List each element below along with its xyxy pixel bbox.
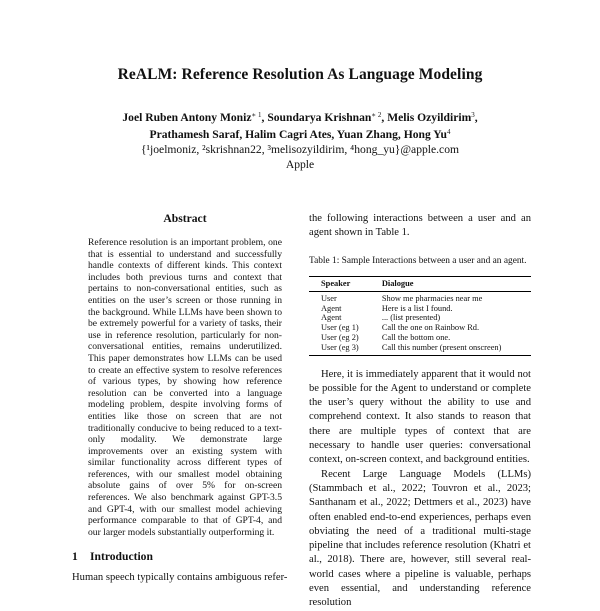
author-name: Soundarya Krishnan xyxy=(267,111,372,124)
author-name: Melis Ozyildirim xyxy=(387,111,472,124)
author-name: Yuan Zhang xyxy=(336,128,398,141)
author-line-1: Joel Ruben Antony Moniz$^{∗ 1}$, Soundarya Krishnan$^{∗ 2}$, Melis Ozyildirim$^3$, xyxy=(122,111,478,124)
table-cell-speaker: Agent xyxy=(321,303,342,313)
table-cell-speaker: Agent xyxy=(321,313,342,323)
author-name: Halim Cagri Ates xyxy=(245,128,332,141)
intro-paragraph: Human speech typically contains ambiguous refer- xyxy=(72,572,288,584)
table-cell-speaker: User xyxy=(321,293,337,303)
author-affiliation: Apple xyxy=(285,158,315,171)
table-cell-speaker: User (eg 1) xyxy=(321,323,359,333)
table-caption: Table 1: Sample Interactions between a user and an agent. xyxy=(309,255,527,266)
table-cell-speaker: User (eg 3) xyxy=(309,343,370,355)
author-name: Prathamesh Saraf xyxy=(149,128,240,141)
section-heading xyxy=(72,550,298,563)
body-paragraph: Recent Large Language Models (LLMs) (Stammbach et al., 2022; Touvron et al., 2023; Santhanam et al., 2022; Dettmers et al., 2023) have often enabled end-to-end experiences, perhaps even obviating the need of a traditional multi-stage pipeline that includes reference resolution (Khatri et al., 2018). There are, however, still several real-world cases where a pipeline is valuable, perhaps even essential, and understanding reference resolution xyxy=(309,468,531,609)
table-cell-speaker: User (eg 2) xyxy=(321,332,359,342)
author-affiliation-mark: ∗ 1 xyxy=(251,111,262,119)
abstract-text: Reference resolution is an important problem, one that is essential to understand and successfully handle contexts of different kinds. This context includes both previous turns and context that pertains to non-conversational entities, such as entities on the user’s screen or those running in the background. While LLMs have been shown to be extremely powerful for a variety of tasks, their use in reference resolution, particularly for non-conversational entities, remains underutilized. This paper demonstrates how LLMs can be used to create an effective system to resolve references of various types, by showing how reference resolution can be converted into a language modeling problem, despite involving forms of entities like those on screen that are not traditionally conducive to being reduced to a text-only modality. We demonstrate large improvements over an existing system with similar functionality across different types of references, with our smallest model obtaining absolute gains of over 5% for on-screen references. We also benchmark against GPT-3.5 and GPT-4, with our smallest model achieving performance comparable to that of GPT-4, and our larger models substantially outperforming it. xyxy=(88,237,282,538)
author-name: Joel Ruben Antony Moniz xyxy=(122,111,252,124)
abstract-body xyxy=(88,237,282,538)
author-emails: {¹joelmoniz, ²skrishnan22, ³melisozyildirim, ⁴hong_yu}@apple.com xyxy=(140,143,460,156)
left-column xyxy=(72,212,298,585)
table-row xyxy=(309,323,531,333)
table-cell-dialogue: Call the one on Rainbow Rd. xyxy=(381,323,480,333)
table-cell-dialogue: Call this number (present onscreen) xyxy=(370,343,531,355)
author-affiliation-mark: ∗ 2 xyxy=(371,111,382,119)
author-affiliation-mark: 4 xyxy=(447,128,451,136)
section-number: 1 xyxy=(72,550,78,564)
table-row xyxy=(309,304,531,314)
table-row xyxy=(309,343,531,355)
right-column-intro: the following interactions between a user and an agent shown in Table 1. xyxy=(309,213,531,239)
sample-interactions-table xyxy=(309,276,531,356)
abstract-heading: Abstract xyxy=(163,212,207,225)
right-column xyxy=(309,212,531,611)
table-row xyxy=(309,291,531,303)
body-paragraph: Here, it is immediately apparent that it would not be possible for the Agent to understand or complete the user’s query without the ability to use and comprehend context. It also stands to reason that there are multiple types of context that are necessary to handle user queries: conversational context, on-screen context, and background entities. xyxy=(309,368,531,466)
table-cell-dialogue: Here is a list I found. xyxy=(381,303,453,313)
table-row xyxy=(309,333,531,343)
author-name: Hong Yu xyxy=(403,128,448,141)
table-cell-dialogue: Call the bottom one. xyxy=(381,332,451,342)
table-cell-dialogue: Show me pharmacies near me xyxy=(381,293,483,303)
paper-title: ReALM: Reference Resolution As Language Modeling xyxy=(117,66,483,83)
table-header-dialogue: Dialogue xyxy=(370,277,531,292)
table-header-speaker: Speaker xyxy=(309,277,370,292)
author-line-2: Prathamesh Saraf, Halim Cagri Ates, Yuan Zhang, Hong Yu$^4$ xyxy=(149,128,451,141)
author-block xyxy=(0,108,600,172)
author-affiliation-mark: 3 xyxy=(471,111,475,119)
section-title: Introduction xyxy=(90,550,153,564)
table-cell-dialogue: ... (list presented) xyxy=(381,313,441,323)
table-row xyxy=(309,313,531,323)
table-header-row xyxy=(309,277,531,292)
